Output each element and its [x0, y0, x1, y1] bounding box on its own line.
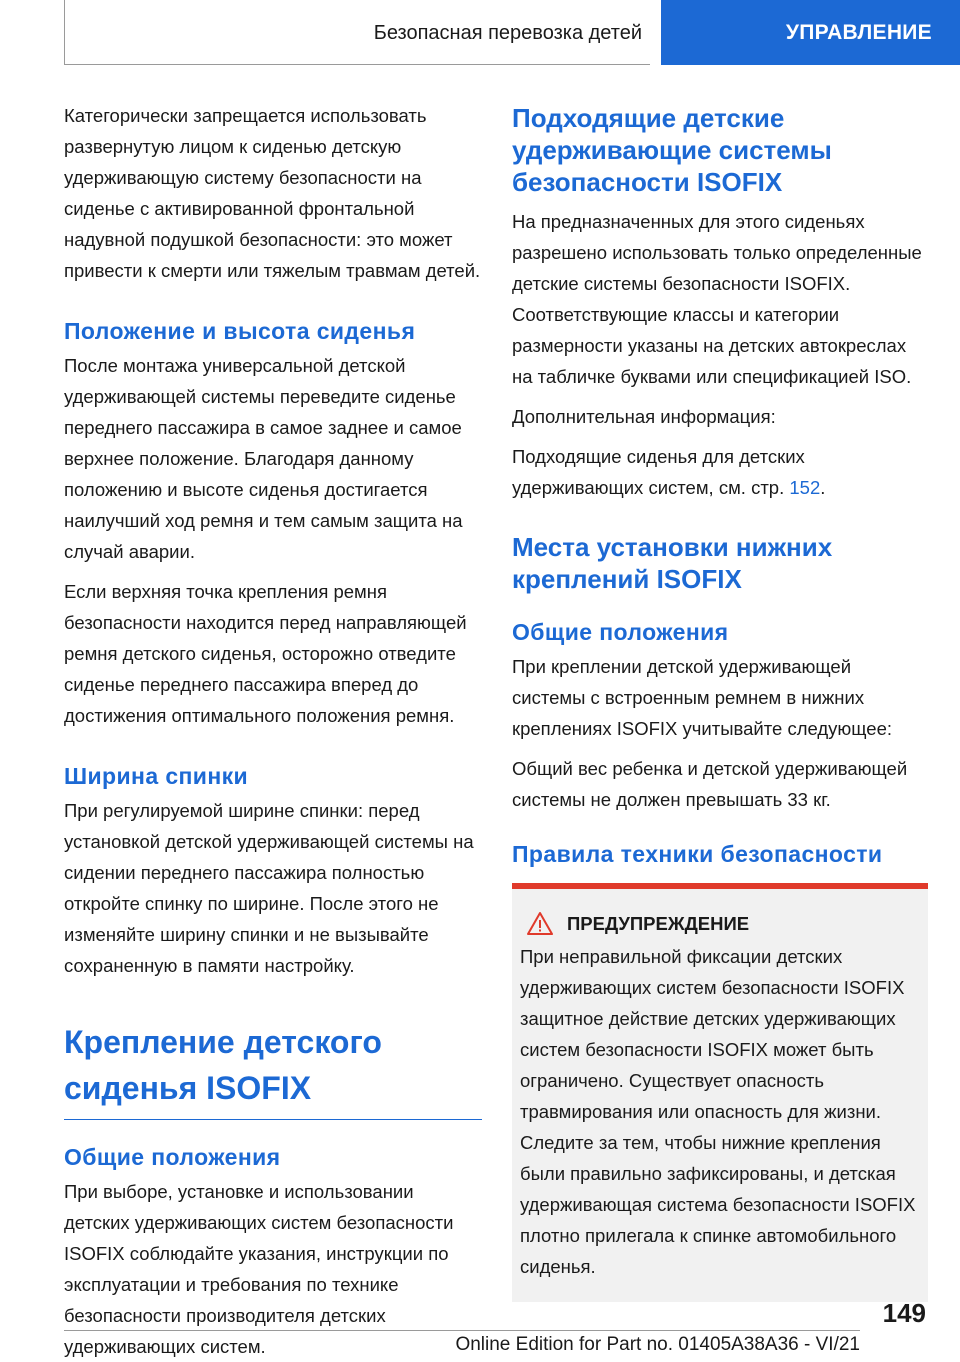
suitable-systems-reference [512, 441, 928, 503]
lower-anchors-paragraph-2: Общий вес ребенка и детской удерживающей системы не должен превышать 33 кг. [512, 758, 908, 810]
header-divider-bottom [64, 64, 650, 65]
backrest-width-paragraph: При регулируемой ширине спинки: перед установкой детской удерживающей системы на сидении переднего пассажира полностью откройте спинку по ширине. После этого не изменяйте ширину спинки и не вызывайте сохраненную в памяти настройку. [64, 800, 474, 976]
footer-divider [64, 1330, 860, 1331]
warning-box [512, 883, 928, 1302]
seat-position-paragraph-1: После монтажа универсальной детской удерживающей системы переведите сиденье переднего пассажира в самое заднее и самое верхнее положение. Благодаря данному положению и высоте сиденья достигается наилучший ход ремня и тем самым защита на случай аварии. [64, 355, 463, 562]
isofix-general-paragraph: При выборе, установке и использовании детских удерживающих систем безопасности ISOFIX соблюдайте указания, инструкции по эксплуатации и требования по технике безопасности производителя детских удерживающих систем. [64, 1181, 454, 1357]
safety-rules-heading: Правила техники безопасности [512, 841, 883, 867]
reference-end: . [820, 477, 826, 498]
lower-anchors-paragraph-1: При креплении детской удерживающей системы с встроенным ремнем в нижних креплениях ISOFIX учитывайте следующее: [512, 656, 893, 739]
suitable-systems-paragraph-1: На предназначенных для этого сиденьях разрешено использовать только определенные детские системы безопасности ISOFIX. Соответствующие классы и категории размерности указаны на детских автокреслах на табличке буквами или спецификацией ISO. [512, 211, 922, 387]
intro-paragraph: Категорически запрещается использовать развернутую лицом к сиденью детскую удерживающую систему безопасности на сиденье с активированной фронтальной надувной подушкой безопасности: это может привести к смерти или тяжелым травмам детей. [64, 105, 481, 281]
lower-anchors-general-heading: Общие положения [512, 619, 729, 645]
warning-triangle-icon [527, 911, 553, 937]
header-chapter-tab[interactable]: УПРАВЛЕНИЕ [661, 0, 960, 65]
warning-title-row [520, 911, 918, 937]
right-column [512, 100, 928, 1302]
isofix-chapter-heading: Крепление детского сиденья ISOFIX [64, 1011, 482, 1120]
footer-edition-text: Online Edition for Part no. 01405A38A36 - VI/21 [455, 1334, 860, 1355]
seat-position-paragraph-2: Если верхняя точка крепления ремня безопасности находится перед направляющей ремня детского сиденья, осторожно отведите сиденье переднего пассажира вперед до достижения оптимального положения ремня. [64, 581, 467, 726]
warning-text: При неправильной фиксации детских удерживающих систем безопасности ISOFIX защитное действие детских удерживающих систем безопасности ISOFIX может быть ограничено. Существует опасность травмирования или опасность для жизни. Следите за тем, чтобы нижние крепления были правильно зафиксированы, и детская удерживающая система безопасности ISOFIX плотно прилегала к спинке автомобильного сиденья. [520, 946, 916, 1277]
suitable-systems-heading: Подходящие детские удерживающие системы безопасности ISOFIX [512, 103, 832, 197]
suitable-systems-paragraph-2: Дополнительная информация: [512, 406, 776, 427]
left-column [64, 100, 482, 1362]
warning-title: ПРЕДУПРЕЖДЕНИЕ [567, 913, 750, 934]
seat-position-heading: Положение и высота сиденья [64, 318, 416, 344]
reference-page-link[interactable]: 152 [789, 477, 821, 498]
lower-anchors-heading: Места установки нижних креплений ISOFIX [512, 532, 833, 594]
isofix-general-heading: Общие положения [64, 1144, 281, 1170]
header-section-title: Безопасная перевозка детей [373, 22, 642, 44]
page-number: 149 [882, 1298, 926, 1328]
reference-text: Подходящие сиденья для детских удерживающих систем, см. стр. [512, 446, 805, 498]
backrest-width-heading: Ширина спинки [64, 763, 249, 789]
